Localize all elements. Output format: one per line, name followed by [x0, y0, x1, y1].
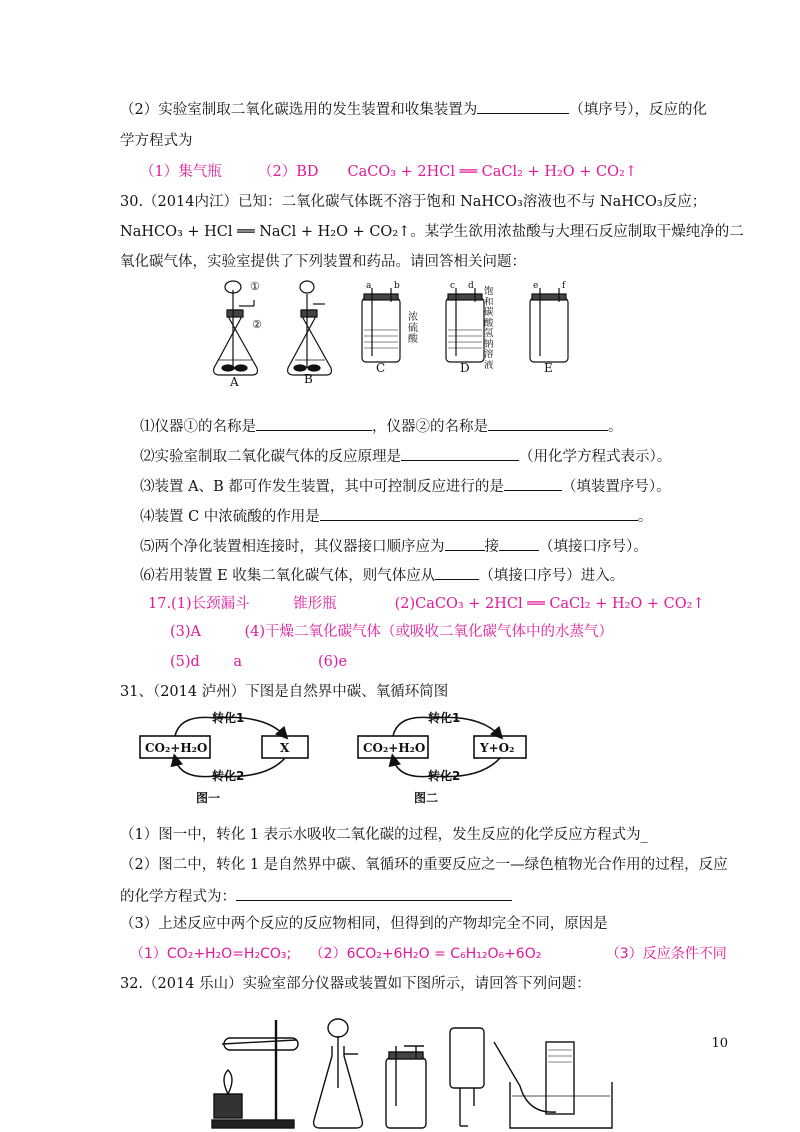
q31-p1: （1）图一中，转化 1 表示水吸收二氧化碳的过程，发生反应的化学反应方程式为_	[120, 827, 648, 843]
blank[interactable]	[499, 535, 539, 551]
q31-p2a: （2）图二中，转化 1 是自然界中碳、氧循环的重要反应之一—绿色植物光合作用的过程，反应	[120, 857, 728, 873]
label-e: E	[544, 361, 553, 375]
q30-s1-b: ，仪器②的名称是	[372, 419, 488, 435]
q30-s3	[140, 475, 671, 497]
port-d: d	[468, 281, 474, 291]
q31-p2b: 的化学方程式为：	[120, 889, 236, 905]
conical-flask-apparatus	[314, 1019, 363, 1128]
apparatus-a	[214, 281, 258, 375]
circle-label-2: ②	[252, 318, 262, 331]
apparatus-d	[446, 288, 484, 362]
blank[interactable]	[256, 415, 372, 431]
q30-answer-2: (3)A (4)干燥二氧化碳气体（或吸收二氧化碳气体中的水蒸气）	[170, 624, 614, 640]
blank[interactable]	[320, 505, 638, 521]
q30-s1	[140, 415, 623, 437]
q30-s1-a: ⑴仪器①的名称是	[140, 419, 256, 435]
label-b: B	[304, 372, 313, 386]
q30-answer-3a: (5)d a	[170, 654, 243, 670]
q30-answer-1: 17.(1)长颈漏斗 锥形瓶 (2)CaCO₃ + 2HCl ══ CaCl₂ + H₂O + CO₂↑	[148, 596, 705, 612]
q31-answer-b: （2）6CO₂+6H₂O = C₆H₁₂O₆+6O₂	[309, 946, 542, 962]
q30-s6	[140, 564, 624, 586]
fig2-caption: 图二	[414, 791, 439, 805]
apparatus-e	[530, 288, 568, 362]
port-c: c	[450, 281, 456, 291]
blank[interactable]	[435, 564, 479, 580]
port-e: e	[533, 281, 539, 291]
fig1-caption: 图一	[196, 791, 221, 805]
q30-s5-c: （填接口序号）。	[539, 539, 648, 555]
q30-line2: NaHCO₃ + HCl ══ NaCl + H₂O + CO₂↑。某学生欲用浓盐酸与大理石反应制取干燥纯净的二	[120, 224, 744, 240]
q29-part2-line2: 学方程式为	[120, 133, 193, 149]
port-a: a	[366, 281, 372, 291]
q30-line3: 氧化碳气体，实验室提供了下列装置和药品。请回答相关问题：	[120, 254, 526, 270]
iron-stand-apparatus	[212, 1020, 298, 1128]
q29-answer: （1）集气瓶 （2）BD CaCO₃ + 2HCl ══ CaCl₂ + H₂O + CO₂↑	[140, 164, 637, 180]
q30-s4-b: 。	[637, 509, 653, 525]
q30-s3-b: （填装置序号）。	[561, 479, 671, 495]
q30-s6-a: ⑹若用装置 E 收集二氧化碳气体，则气体应从	[140, 568, 436, 584]
q30-apparatus-figure	[0, 280, 800, 390]
fig2-bottom-label: 转化2	[428, 769, 461, 783]
port-b: b	[394, 281, 400, 291]
c-liquid-label: 浓硫酸	[408, 312, 418, 345]
apparatus-b	[288, 281, 332, 375]
fig1-left-text: CO₂+H₂O	[145, 741, 208, 755]
water-trough-apparatus	[494, 1042, 612, 1128]
q30-head: 30.（2014内江）已知：二氧化碳气体既不溶于饱和 NaHCO₃溶液也不与 NaHCO₃反应；	[120, 194, 707, 210]
fig2-left-text: CO₂+H₂O	[363, 741, 426, 755]
q31-answer	[130, 944, 727, 964]
q31-p3: （3）上述反应中两个反应的反应物相同，但得到的产物却完全不同，原因是	[120, 916, 608, 932]
label-a: A	[230, 375, 239, 389]
q29-part2-text-b: （填序号），反应的化	[569, 102, 707, 118]
q31-answer-c: （3）反应条件不同	[605, 946, 727, 962]
fig2-top-label: 转化1	[428, 711, 461, 725]
q30-s3-a: ⑶装置 A、B 都可作发生装置，其中可控制反应进行的是	[140, 479, 504, 495]
q32-head: 32.（2014 乐山）实验室部分仪器或装置如下图所示，请回答下列问题：	[120, 976, 591, 992]
q30-s6-b: （填接口序号）进入。	[479, 568, 625, 584]
q30-s1-c: 。	[608, 419, 623, 435]
fig1-top-label: 转化1	[212, 711, 245, 725]
q30-s2-a: ⑵实验室制取二氧化碳气体的反应原理是	[140, 449, 401, 465]
q30-s5-b: 接	[484, 539, 499, 555]
blank[interactable]	[488, 415, 608, 431]
blank[interactable]	[236, 885, 512, 901]
inverted-bottle-apparatus	[450, 1028, 484, 1126]
port-f: f	[562, 281, 566, 291]
fig1-right-text: X	[280, 741, 290, 755]
q30-s4	[140, 505, 652, 527]
q29-part2-line	[120, 98, 707, 120]
label-d: D	[460, 361, 470, 375]
page-number: 10	[711, 1036, 728, 1051]
d-liquid-label: 饱和碳酸氢钠溶液	[484, 286, 494, 371]
q30-s2	[140, 445, 671, 467]
blank[interactable]	[401, 445, 519, 461]
fig2-right-text: Y+O₂	[480, 741, 515, 755]
gas-bottle-apparatus	[386, 1046, 426, 1128]
q31-p2b-line	[120, 885, 512, 907]
q30-s5	[140, 535, 648, 557]
q31-cycle-diagrams	[0, 706, 800, 806]
circle-label-1: ①	[250, 280, 260, 293]
blank[interactable]	[477, 98, 569, 114]
blank[interactable]	[504, 475, 562, 491]
fig1-bottom-label: 转化2	[212, 769, 245, 783]
q30-answer-3b: (6)e	[318, 654, 348, 670]
apparatus-c	[362, 288, 400, 362]
q30-s4-a: ⑷装置 C 中浓硫酸的作用是	[140, 509, 320, 525]
q31-head: 31、（2014 泸州）下图是自然界中碳、氧循环简图	[120, 684, 449, 700]
q30-s5-a: ⑸两个净化装置相连接时，其仪器接口顺序应为	[140, 539, 445, 555]
label-c: C	[376, 361, 386, 375]
blank[interactable]	[445, 535, 485, 551]
q32-apparatus-figure	[0, 1016, 800, 1132]
q30-s2-b: （用化学方程式表示）。	[519, 449, 672, 465]
q31-answer-a: （1）CO₂+H₂O=H₂CO₃;	[130, 946, 292, 962]
q29-part2-text-a: （2）实验室制取二氧化碳选用的发生装置和收集装置为	[120, 102, 478, 118]
